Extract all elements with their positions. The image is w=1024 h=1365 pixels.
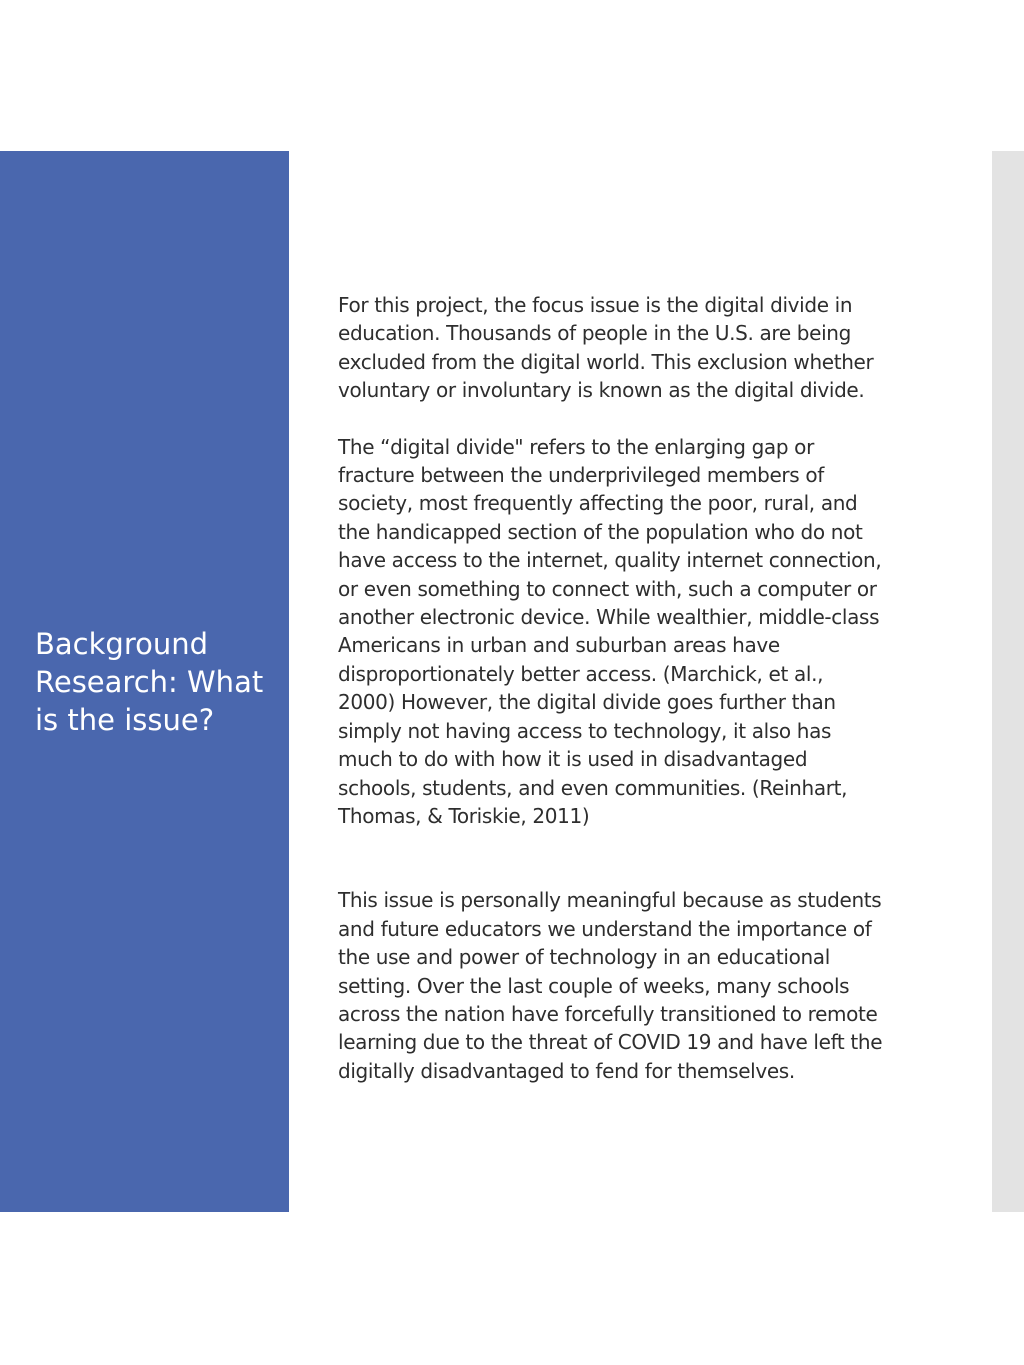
paragraph-personal-meaning: This issue is personally meaningful because as students and future educators we understand the importance of the use and power of technology in an educational setting. Over the last couple of weeks, many schools across the nation have forcefully transitioned to remote learning due to the threat of COVID 19 and have left the digitally disadvantaged to fend for themselves. xyxy=(338,888,883,1083)
right-strip xyxy=(992,151,1024,1212)
body-text xyxy=(338,291,956,1085)
side-panel xyxy=(0,151,289,1212)
paragraph-focus-issue: For this project, the focus issue is the digital divide in education. Thousands of people in the U.S. are being excluded from the digital world. This exclusion whether voluntary or involuntary is known as the digital divide. xyxy=(338,293,874,403)
paragraph-digital-divide-definition: The “digital divide" refers to the enlarging gap or fracture between the underprivileged members of society, most frequently affecting the poor, rural, and the handicapped section of the population who do not have access to the internet, quality internet connection, or even something to connect with, such a computer or another electronic device. While wealthier, middle-class Americans in urban and suburban areas have disproportionately better access. (Marchick, et al., 2000) However, the digital divide goes further than simply not having access to technology, it also has much to do with how it is used in disadvantaged schools, students, and even communities. (Reinhart, Thomas, & Toriskie, 2011) xyxy=(338,434,882,828)
slide xyxy=(0,151,1024,1212)
slide-title: Background Research: What is the issue? xyxy=(35,627,264,737)
